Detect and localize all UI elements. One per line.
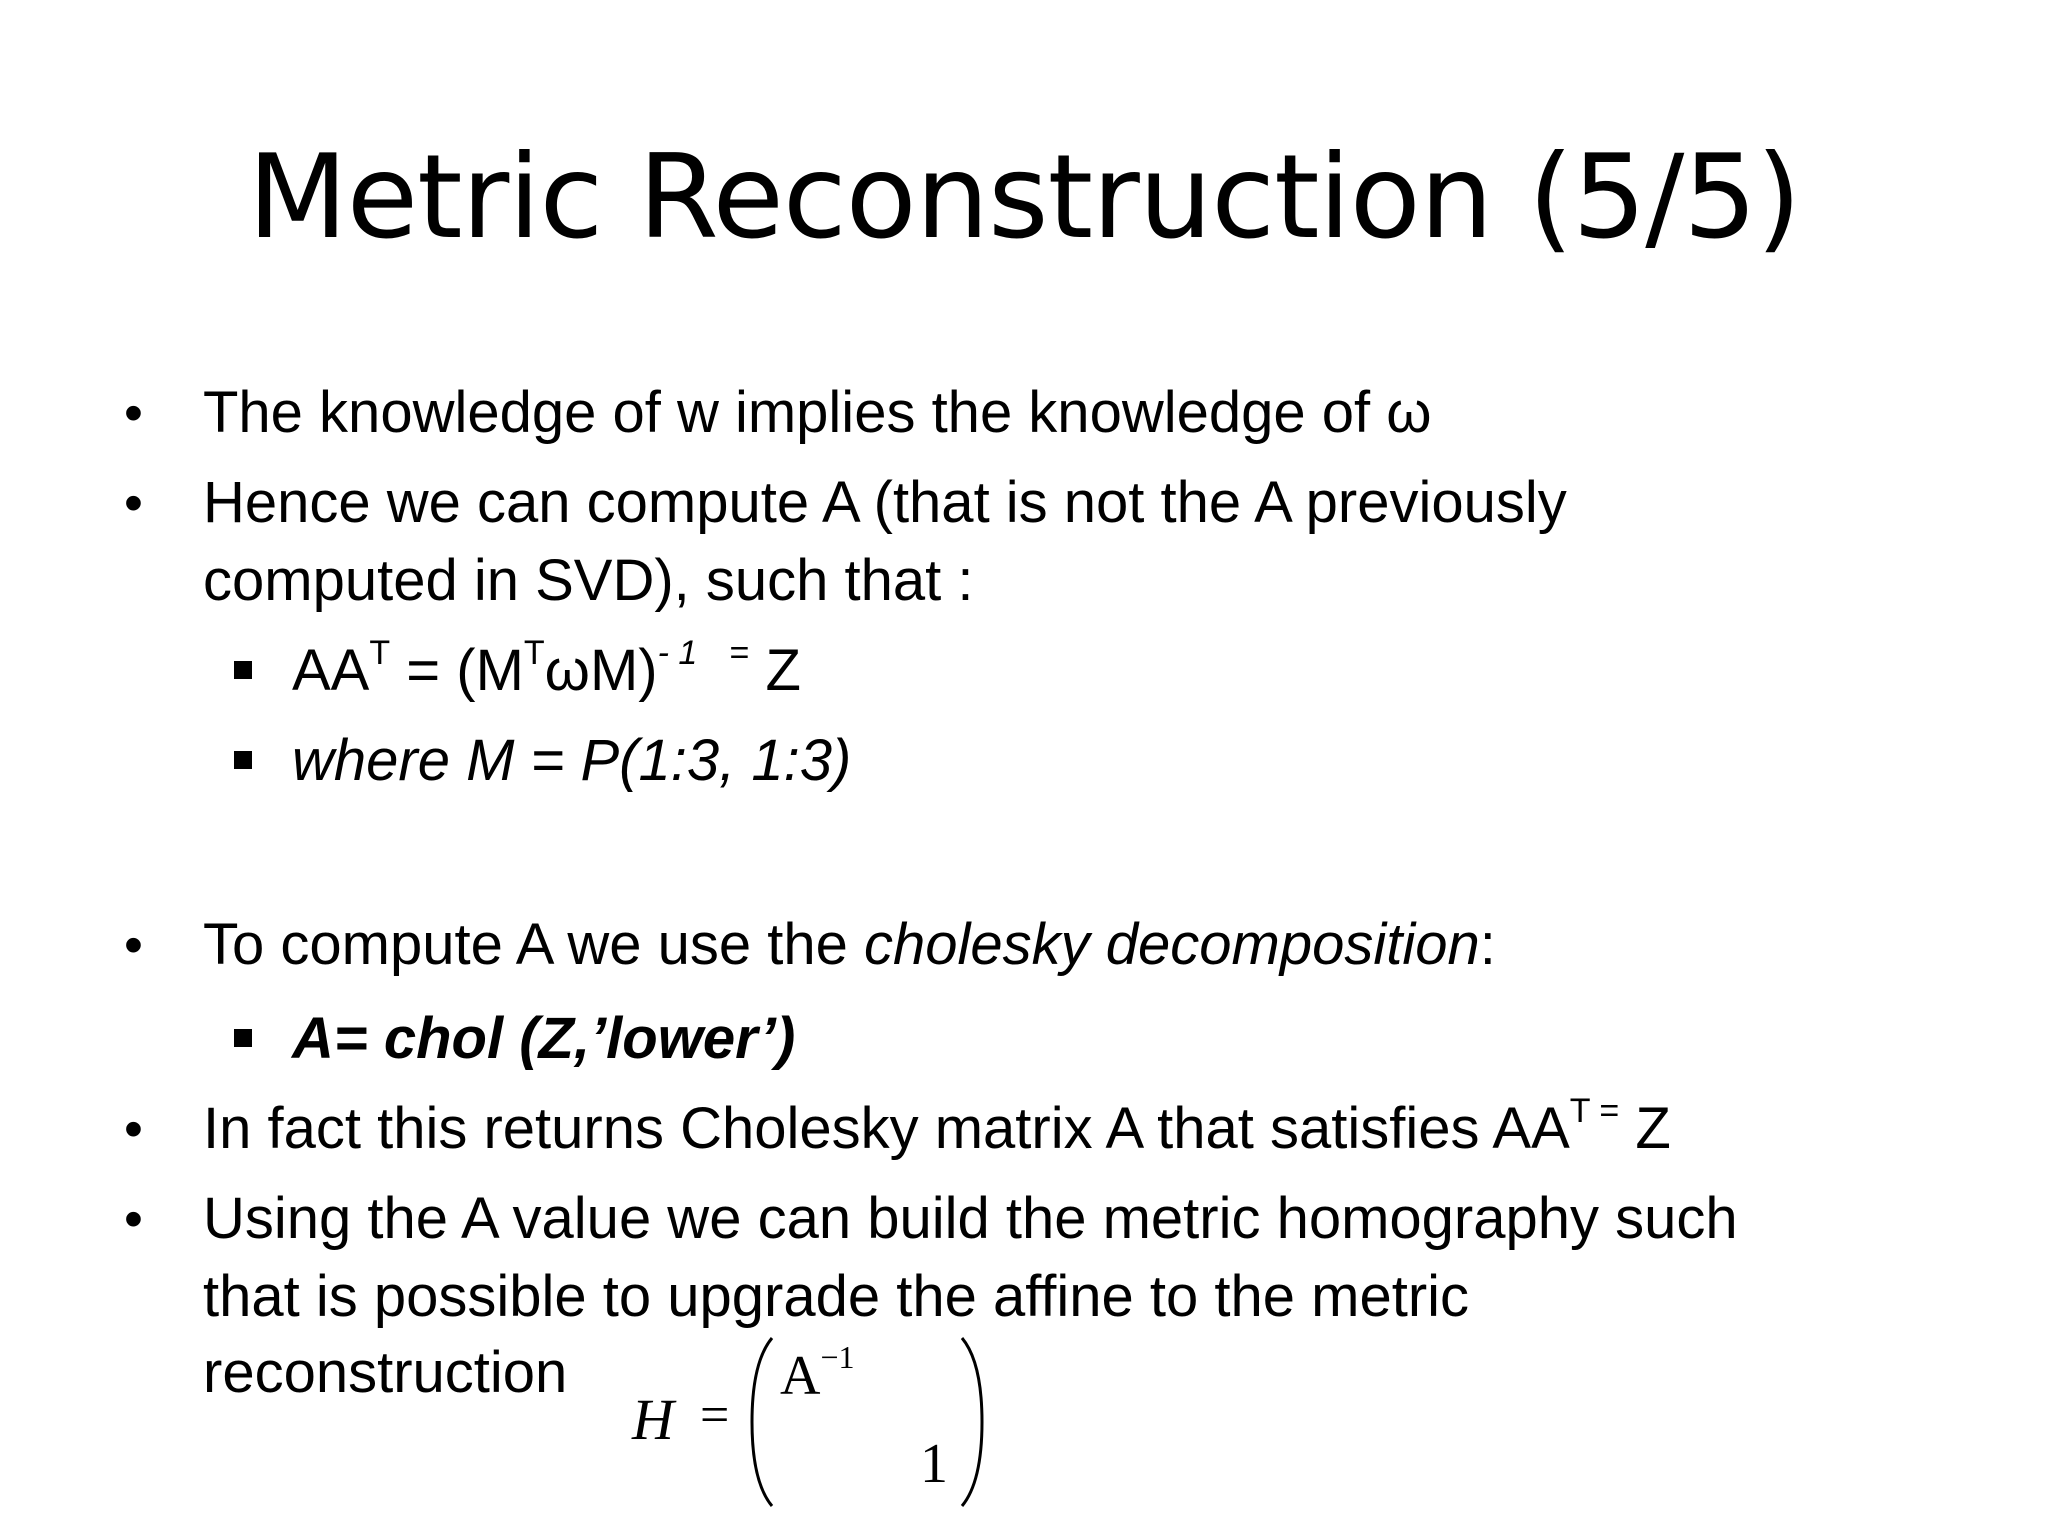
matrix-a-inverse: [780, 1339, 855, 1408]
sub-bullet-3-text: A= chol (Z,’lower’): [292, 1006, 796, 1071]
sub-bullet-marker: [234, 661, 252, 679]
homography-matrix: [632, 1332, 992, 1512]
bullet-3-pre: To compute A we use the: [203, 912, 864, 977]
bullet-5-text-line2: that is possible to upgrade the affine to the metric: [203, 1264, 1470, 1329]
bullet-3-post: :: [1479, 912, 1496, 977]
bullet-1-text: The knowledge of w implies the knowledge of ω: [203, 380, 1432, 445]
eq-transpose-2: T: [523, 634, 545, 672]
bullet-marker: •: [124, 915, 143, 975]
sub-bullet-2-text: where M = P(1:3, 1:3): [292, 728, 852, 793]
sub-bullet-marker: [234, 1029, 252, 1047]
bullet-marker: •: [124, 1189, 143, 1249]
sub-bullet-marker: [234, 751, 252, 769]
matrix-a: A: [780, 1345, 821, 1407]
eq-equals-sup: =: [729, 634, 750, 672]
matrix-parentheses: [740, 1332, 1000, 1512]
bullet-2-text-line2: computed in SVD), such that :: [203, 548, 974, 613]
matrix-lhs: H: [632, 1387, 674, 1452]
bullet-4-sup: T =: [1569, 1092, 1620, 1130]
bullet-3-italic: cholesky decomposition: [863, 912, 1480, 977]
eq-mid: = (M: [390, 638, 524, 703]
slide-title: Metric Reconstruction (5/5): [247, 130, 1801, 265]
bullet-4-z: Z: [1619, 1096, 1671, 1161]
matrix-one: 1: [920, 1433, 948, 1495]
bullet-5-text-line3: reconstruction: [203, 1340, 568, 1405]
bullet-marker: •: [124, 1099, 143, 1159]
eq-inverse-exp: - 1: [657, 634, 698, 672]
bullet-marker: •: [124, 473, 143, 533]
eq-omega-m: ωM): [544, 638, 658, 703]
bullet-2-text-line1: Hence we can compute A (that is not the A previously: [203, 470, 1567, 535]
eq-z: Z: [749, 638, 801, 703]
bullet-4-text: [203, 1092, 1671, 1162]
bullet-marker: •: [124, 383, 143, 443]
bullet-5-text-line1: Using the A value we can build the metric homography such: [203, 1186, 1738, 1251]
sub-bullet-1-equation: [292, 634, 801, 704]
eq-aa: AA: [292, 638, 370, 703]
matrix-a-exponent: −1: [820, 1339, 855, 1375]
bullet-3-text: [203, 912, 1496, 978]
eq-transpose-1: T: [369, 634, 391, 672]
bullet-4-main: In fact this returns Cholesky matrix A that satisfies AA: [203, 1096, 1570, 1161]
matrix-equals: =: [700, 1387, 730, 1444]
